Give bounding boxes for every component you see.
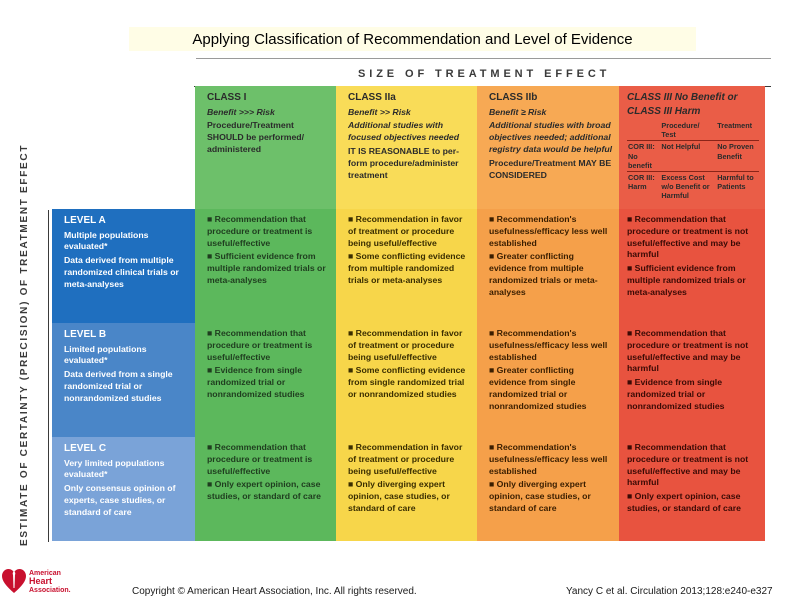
logo-line-3: Association. xyxy=(29,586,71,594)
axis-label-treatment-effect: SIZE OF TREATMENT EFFECT xyxy=(358,68,611,80)
logo-line-2: Heart xyxy=(29,576,53,587)
heart-torch-icon xyxy=(2,568,26,594)
page-title: Applying Classification of Recommendation and Level of Evidence xyxy=(129,27,696,51)
cell-b-class-iia xyxy=(336,323,477,437)
cell-b-class-iib-evidence: ■ Greater conflicting evidence from single randomized trial or nonrandomized studies xyxy=(489,365,613,412)
class-iii-row-0-test: Not Helpful xyxy=(660,141,716,171)
cell-a-class-iii-rec: ■ Recommendation that procedure or treatment is not useful/effective and may be harmful xyxy=(627,214,759,261)
level-c-data: Only consensus opinion of experts, case studies, or standard of care xyxy=(64,483,176,517)
cell-c-class-i xyxy=(195,437,336,541)
axis-label-certainty: ESTIMATE OF CERTAINTY (PRECISION) OF TREATMENT EFFECT xyxy=(19,143,30,546)
cell-a-class-i-rec: ■ Recommendation that procedure or treatment is useful/effective xyxy=(207,214,330,249)
cell-c-class-iii-evidence: ■ Only expert opinion, case studies, or standard of care xyxy=(627,491,759,515)
class-iii-row-1-treatment: Harmful to Patients xyxy=(716,171,759,201)
cell-c-class-iia-rec: ■ Recommendation in favor of treatment or procedure being useful/effective xyxy=(348,442,471,477)
class-iii-row-0-treatment: No Proven Benefit xyxy=(716,141,759,171)
citation-text: Yancy C et al. Circulation 2013;128:e240-e327 xyxy=(566,586,773,597)
cell-b-class-iii-evidence: ■ Evidence from single randomized trial or nonrandomized studies xyxy=(627,377,759,412)
level-b-title: LEVEL B xyxy=(64,329,107,340)
copyright-text: Copyright © American Heart Association, Inc. All rights reserved. xyxy=(132,586,417,597)
axis-line-left xyxy=(48,210,49,542)
cell-b-class-i-evidence: ■ Evidence from single randomized trial or nonrandomized studies xyxy=(207,365,330,400)
class-iia-body: IT IS REASONABLE to per- form procedure/administer treatment xyxy=(348,146,460,180)
class-iia-ratio: Benefit >> Risk xyxy=(348,106,411,117)
cell-c-class-iib-evidence: ■ Only diverging expert opinion, case studies, or standard of care xyxy=(489,479,613,514)
cell-a-class-iia-rec: ■ Recommendation in favor of treatment or procedure being useful/effective xyxy=(348,214,471,249)
class-iii-title: CLASS III No Benefit or CLASS III Harm xyxy=(627,92,738,117)
class-i-ratio: Benefit >>> Risk xyxy=(207,106,275,117)
cell-c-class-iib xyxy=(477,437,619,541)
cell-c-class-iia xyxy=(336,437,477,541)
level-c-populations: Very limited populations evaluated* xyxy=(64,457,165,480)
class-iib-note: Additional studies with broad objectives needed; additional registry data would be helpful xyxy=(489,120,613,155)
cell-c-class-iia-evidence: ■ Only diverging expert opinion, case studies, or standard of care xyxy=(348,479,471,514)
class-iia-title: CLASS IIa xyxy=(348,92,396,103)
class-iii-row-0-label: COR III: No benefit xyxy=(627,141,660,171)
cell-a-class-iib xyxy=(477,209,619,323)
cell-b-class-i-rec: ■ Recommendation that procedure or treatment is useful/effective xyxy=(207,328,330,363)
class-i-title: CLASS I xyxy=(207,92,247,103)
cell-c-class-iii-rec: ■ Recommendation that procedure or treatment is not useful/effective and may be harmful xyxy=(627,442,759,489)
cell-c-class-i-rec: ■ Recommendation that procedure or treatment is useful/effective xyxy=(207,442,330,477)
cell-a-class-iib-rec: ■ Recommendation's usefulness/efficacy less well established xyxy=(489,214,613,249)
cell-c-class-iii xyxy=(619,437,765,541)
class-iii-row-1-label: COR III: Harm xyxy=(627,171,660,201)
cell-a-class-i-evidence: ■ Sufficient evidence from multiple randomized trials or meta-analyses xyxy=(207,251,330,286)
level-c-title: LEVEL C xyxy=(64,443,107,454)
level-a-data: Data derived from multiple randomized clinical trials or meta-analyses xyxy=(64,255,179,289)
aha-logo xyxy=(2,566,77,595)
logo-line-1: American xyxy=(29,570,61,577)
class-iii-row-1-test: Excess Cost w/o Benefit or Harmful xyxy=(660,171,716,201)
cell-b-class-i xyxy=(195,323,336,437)
cell-a-class-iii xyxy=(619,209,765,323)
cell-c-class-i-evidence: ■ Only expert opinion, case studies, or standard of care xyxy=(207,479,330,503)
class-iii-table-head-0 xyxy=(627,120,660,141)
level-c-cell xyxy=(52,437,195,541)
class-i-header xyxy=(195,86,336,209)
level-b-populations: Limited populations evaluated* xyxy=(64,343,147,366)
class-iib-header xyxy=(477,86,619,209)
cell-b-class-iii xyxy=(619,323,765,437)
cell-b-class-iia-evidence: ■ Some conflicting evidence from single randomized trial or nonrandomized studies xyxy=(348,365,471,400)
level-b-data: Data derived from a single randomized trial or nonrandomized studies xyxy=(64,369,173,403)
cell-b-class-iib xyxy=(477,323,619,437)
cell-c-class-iib-rec: ■ Recommendation's usefulness/efficacy less well established xyxy=(489,442,613,477)
class-iib-title: CLASS IIb xyxy=(489,92,538,103)
cell-a-class-iia-evidence: ■ Some conflicting evidence from multiple randomized trials or meta-analyses xyxy=(348,251,471,286)
cell-a-class-iia xyxy=(336,209,477,323)
top-rule xyxy=(196,58,771,59)
level-a-title: LEVEL A xyxy=(64,215,106,226)
cell-a-class-i xyxy=(195,209,336,323)
aha-logo-text xyxy=(29,570,71,594)
cell-b-class-iii-rec: ■ Recommendation that procedure or treatment is not useful/effective and may be harmful xyxy=(627,328,759,375)
class-iii-table-head-1: Procedure/ Test xyxy=(661,121,700,140)
level-a-cell xyxy=(52,209,195,323)
class-iia-note: Additional studies with focused objectives needed xyxy=(348,120,460,143)
class-i-body: Procedure/Treatment SHOULD be performed/ administered xyxy=(207,120,305,155)
class-iii-header xyxy=(619,86,765,209)
level-b-cell xyxy=(52,323,195,437)
level-a-populations: Multiple populations evaluated* xyxy=(64,229,149,252)
cell-a-class-iii-evidence: ■ Sufficient evidence from multiple randomized trials or meta-analyses xyxy=(627,263,759,298)
cell-b-class-iib-rec: ■ Recommendation's usefulness/efficacy less well established xyxy=(489,328,613,363)
cell-b-class-iia-rec: ■ Recommendation in favor of treatment or procedure being useful/effective xyxy=(348,328,471,363)
class-iib-body: Procedure/Treatment MAY BE CONSIDERED xyxy=(489,157,612,180)
class-iii-table xyxy=(627,120,759,201)
cell-a-class-iib-evidence: ■ Greater conflicting evidence from multiple randomized trials or meta-analyses xyxy=(489,251,613,298)
recommendation-grid xyxy=(52,86,765,541)
class-iii-table-head-2: Treatment xyxy=(717,121,753,131)
class-iib-ratio: Benefit ≥ Risk xyxy=(489,106,547,117)
class-iia-header xyxy=(336,86,477,209)
